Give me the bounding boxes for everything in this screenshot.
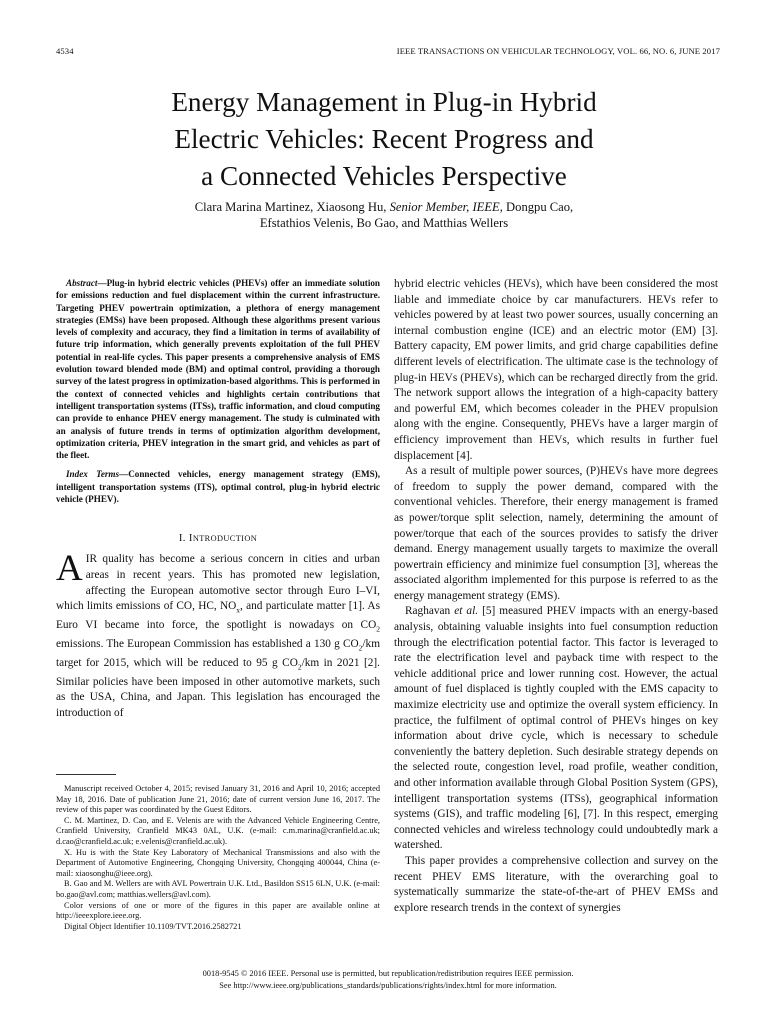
body-paragraph bbox=[394, 604, 718, 854]
index-terms-text: —Connected vehicles, energy management strategy (EMS), intelligent transportation systems (ITS), optimal control, plug-in hybrid electric vehicle (PHEV). bbox=[56, 469, 380, 505]
author-names: , Dongpu Cao, bbox=[499, 200, 574, 214]
abstract-text: —Plug-in hybrid electric vehicles (PHEVs) offer an immediate solution for emissions reduction and fuel displacement within the current infrastructure. Targeting PHEV powertrain optimization, a plethora of energy management strategies (EMSs) have been proposed. Although these algorithms present various levels of complexity and accuracy, they find a limitation in terms of availability of future trip information, which generally prevents exploitation of the full PHEV potential in real-life cycles. This paper presents a comprehensive analysis of EMS evolution toward blended mode (BM) and optimal control, providing a thorough survey of the latest progress in optimization-based algorithms. This is performed in the context of connected vehicles and highlights certain contributions that intelligent transportation systems (ITSs), traffic information, and cloud computing can provide to enhance PHEV energy management. The study is culminated with an analysis of future trends in terms of optimization algorithm development, optimization criteria, PHEV integration in the smart grid, and vehicles as part of the fleet. bbox=[56, 278, 380, 461]
subscript: 2 bbox=[358, 643, 363, 653]
intro-paragraph bbox=[56, 548, 380, 721]
footnote: Color versions of one or more of the figures in this paper are available online at http://ieeexplore.ieee.org. bbox=[56, 900, 380, 921]
paper-title bbox=[60, 84, 708, 195]
abstract bbox=[56, 277, 380, 461]
intro-text: /km target for 2015, which will be reduced to 95 g CO bbox=[56, 637, 380, 669]
footnote: C. M. Martinez, D. Cao, and E. Velenis are with the Advanced Vehicle Engineering Centre, Cranfield University, Cranfield MK43 0AL, U.K. (e-mail: c.m.marina@cranfield.ac.uk; d.cao@cranfield.ac.uk; e.velenis@cranfield.ac.uk). bbox=[56, 815, 380, 846]
copyright-notice bbox=[56, 968, 720, 991]
drop-cap: A bbox=[56, 548, 83, 590]
right-body bbox=[394, 277, 718, 916]
footnote: B. Gao and M. Wellers are with AVL Powertrain U.K. Ltd., Basildon SS15 6LN, U.K. (e-mail: bo.gao@avl.com; matthias.wellers@avl.com). bbox=[56, 879, 380, 899]
abstract-label: Abstract bbox=[66, 278, 98, 288]
section-title: NTRODUCTION bbox=[192, 534, 258, 544]
footnote: Digital Object Identifier 10.1109/TVT.2016.2582721 bbox=[64, 921, 242, 931]
author-line: Efstathios Velenis, Bo Gao, and Matthias Wellers bbox=[259, 215, 509, 230]
footnotes bbox=[56, 784, 380, 932]
intro-text: IR quality has become a serious concern in cities and urban areas in recent years. This has promoted new legislation, affecting the European automotive sector through Euro I–VI, which limits emissions of CO, HC, NO bbox=[56, 553, 380, 613]
copyright-line: 0018-9545 © 2016 IEEE. Personal use is permitted, but republication/redistribution requires IEEE permission. bbox=[202, 969, 574, 978]
intro-text: /km in 2021 [2]. Similar policies have been imposed in other automotive markets, such as the USA, China, and Japan. This legislation has encouraged the introduction of bbox=[56, 656, 380, 719]
left-column bbox=[56, 277, 380, 721]
paragraph-text: [5] measured PHEV impacts with an energy-based analysis, obtaining valuable insights into fuel consumption reduction through the electrification potential factor. This factor is leveraged to rate the electrification level and payback time with respect to the vehicle additional price and lower running cost. However, the actual amount of fuel displaced is tightly coupled with the EMS capacity to maximize electricity use and optimize the overall system efficiency. In practice, the fulfilment of optimal control of PHEVs hinges on key information about drive cycle, which is necessary to schedule conveniently the battery depletion. Such desirable strategy depends on the selected route, congestion level, road profile, weather condition, and other information available through Global Position System (GPS), intelligent transportation systems (ITSs), geographical information systems (GIS), and traffic modeling [6], [7]. In this respect, emerging connected vehicles and wireless technology could undoubtedly mark a watershed. bbox=[394, 605, 718, 852]
section-heading bbox=[56, 533, 380, 544]
body-paragraph: hybrid electric vehicles (HEVs), which have been considered the most liable and immediate choice by car manufacturers. HEVs refer to vehicles powered by at least two power sources, usually concerning an internal combustion engine (ICE) and an electric motor (EM) [3]. Battery capacity, EM power limits, and grid charge capabilities define different levels of electrification. The ultimate case is the technology of plug-in HEVs (PHEVs), which can be recharged directly from the grid. The network support allows the integration of a high-capacity battery and powerful EM, which becomes coleader in the PHEV propulsion along with the engine. Consequently, PHEVs have a larger margin of efficiency improvement than HEVs, which results in further fuel displacement [4]. bbox=[394, 278, 718, 462]
rights-link[interactable]: See http://www.ieee.org/publications_standards/publications/rights/index.html for more information. bbox=[219, 980, 557, 990]
intro-text: emissions. The European Commission has established a 130 g CO bbox=[56, 637, 359, 650]
section-numeral: I. I bbox=[178, 533, 193, 545]
footnote: Manuscript received October 4, 2015; revised January 31, 2016 and April 10, 2016; accepted May 18, 2016. Date of publication June 21, 2016; date of current version June 16, 2017. The review of this paper was coordinated by the Guest Editors. bbox=[56, 784, 380, 815]
body-paragraph: This paper provides a comprehensive collection and survey on the recent PHEV EMS literature, with the overarching goal to systematically summarize the state-of-the-art of PHEV EMSs and explore research trends in the context of synergies bbox=[394, 854, 718, 914]
author-line bbox=[60, 200, 708, 216]
author-names: Clara Marina Martinez, Xiaosong Hu, bbox=[194, 200, 390, 214]
citation-etal: et al. bbox=[454, 605, 479, 618]
body-paragraph: As a result of multiple power sources, (P)HEVs have more degrees of freedom to supply the power demand, compared with the conventional vehicles. Therefore, their energy management is framed as power/torque split selection, namely, determining the amount of power/torque that each of the sources provides to satisfy the driver demand. Energy management usually targets to maximize the overall powertrain efficiency and minimize fuel consumption [3], whereas the associated algorithm implemented for this purpose is referred to as the energy management strategy (EMS). bbox=[394, 465, 718, 602]
title-line: Energy Management in Plug-in Hybrid bbox=[171, 87, 597, 117]
page-number: 4534 bbox=[56, 46, 74, 56]
author-list bbox=[60, 200, 708, 231]
title-line: Electric Vehicles: Recent Progress and bbox=[174, 124, 594, 154]
subscript: x bbox=[236, 605, 241, 615]
footnote-rule bbox=[56, 774, 116, 775]
right-column bbox=[394, 277, 718, 916]
title-line: a Connected Vehicles Perspective bbox=[201, 161, 567, 191]
index-terms-label: Index Terms bbox=[66, 469, 120, 480]
subscript: 2 bbox=[376, 624, 380, 634]
footnote: X. Hu is with the State Key Laboratory of Mechanical Transmissions and also with the Department of Automotive Engineering, Chongqing University, Chongqing 400044, China (e-mail: xiaosonghu@ieee.org). bbox=[56, 847, 380, 878]
index-terms bbox=[56, 468, 380, 505]
journal-header: IEEE TRANSACTIONS ON VEHICULAR TECHNOLOGY, VOL. 66, NO. 6, JUNE 2017 bbox=[396, 46, 720, 56]
author-membership: Senior Member, IEEE bbox=[389, 200, 500, 214]
subscript: 2 bbox=[297, 661, 302, 671]
citation-author: Raghavan bbox=[405, 605, 455, 618]
intro-text: , and particulate matter [1]. As Euro VI became into force, the spotlight is nowadays on CO bbox=[56, 600, 380, 631]
